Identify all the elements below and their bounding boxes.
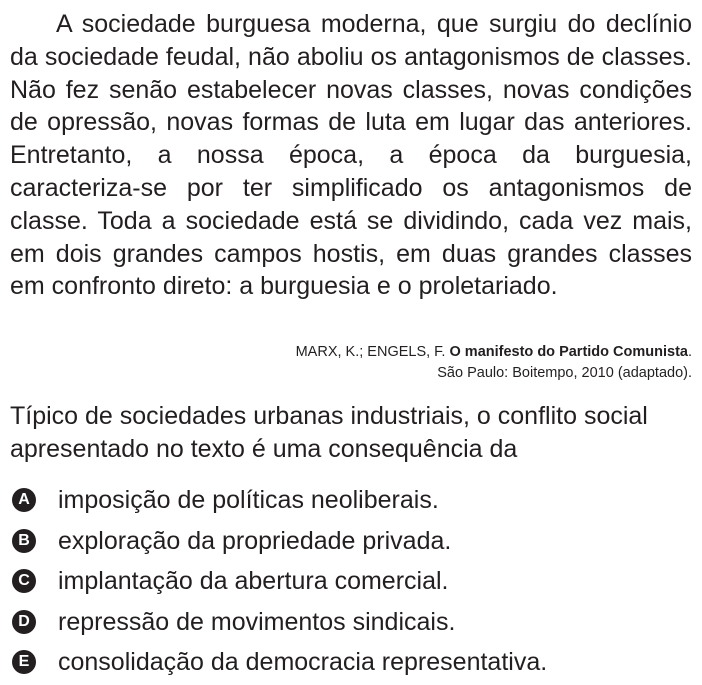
option-b[interactable]	[12, 521, 547, 562]
option-c-text: implantação da abertura comercial.	[58, 567, 449, 596]
option-a[interactable]	[12, 480, 547, 521]
option-c[interactable]	[12, 561, 547, 602]
option-b-text: exploração da propriedade privada.	[58, 526, 452, 555]
option-d-letter-badge: D	[12, 610, 36, 634]
citation-authors: MARX, K.; ENGELS, F.	[295, 344, 450, 360]
answer-options	[12, 480, 547, 683]
option-a-text: imposição de políticas neoliberais.	[58, 486, 439, 515]
source-passage: A sociedade burguesa moderna, que surgiu do declínio da sociedade feudal, não aboliu os antagonismos de classes. Não fez senão estabelecer novas classes, novas condições de opressão, novas formas de luta em lugar das anteriores. Entretanto, a nossa época, a época da burguesia, caracteriza-se por ter simplificado os antagonismos de classe. Toda a sociedade está se dividindo, cada vez mais, em dois grandes campos hostis, em duas grandes classes em confronto direto: a burguesia e o proletariado.	[10, 10, 692, 301]
option-d[interactable]	[12, 602, 547, 643]
option-a-letter-badge: A	[12, 488, 36, 512]
option-e[interactable]	[12, 642, 547, 683]
option-d-text: repressão de movimentos sindicais.	[58, 607, 456, 636]
option-b-letter-badge: B	[12, 529, 36, 553]
source-citation	[296, 342, 692, 384]
citation-line-1	[296, 342, 692, 363]
citation-title-period: .	[687, 344, 692, 360]
question-stem: Típico de sociedades urbanas industriais, o conflito social apresentado no texto é uma consequência da	[10, 402, 648, 463]
citation-work-title: O manifesto do Partido Comunista	[449, 344, 688, 360]
option-e-text: consolidação da democracia representativa.	[58, 648, 548, 677]
option-c-letter-badge: C	[12, 569, 36, 593]
option-e-letter-badge: E	[12, 650, 36, 674]
citation-publication: São Paulo: Boitempo, 2010 (adaptado).	[437, 365, 692, 381]
